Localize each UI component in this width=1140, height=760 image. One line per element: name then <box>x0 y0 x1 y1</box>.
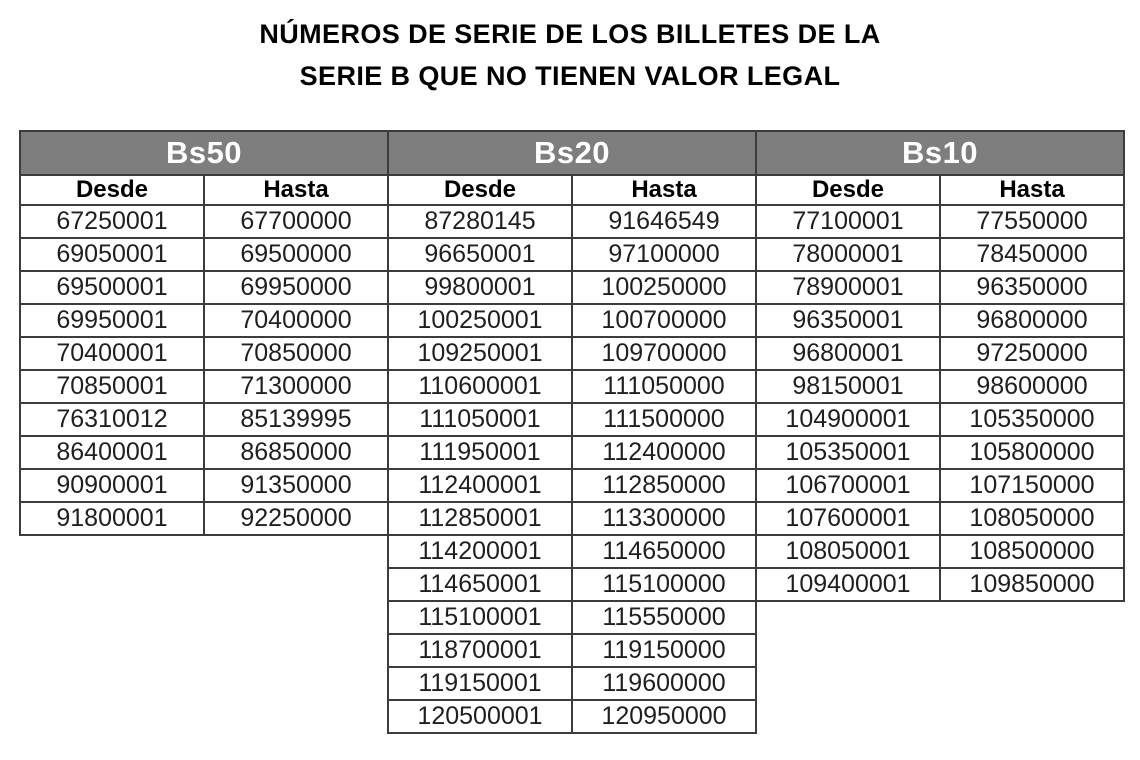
column-header-desde: Desde <box>388 175 572 205</box>
table-row <box>20 370 388 403</box>
serial-from: 67250001 <box>20 205 204 238</box>
serial-to: 113300000 <box>572 502 756 535</box>
table-row <box>388 403 756 436</box>
series-tables <box>19 130 1140 734</box>
serial-to: 69500000 <box>204 238 388 271</box>
table-row <box>388 700 756 733</box>
table-row <box>388 271 756 304</box>
serial-from: 114650001 <box>388 568 572 601</box>
serial-from: 76310012 <box>20 403 204 436</box>
serial-to: 115550000 <box>572 601 756 634</box>
serial-to: 97100000 <box>572 238 756 271</box>
serial-to: 70400000 <box>204 304 388 337</box>
serial-from: 90900001 <box>20 469 204 502</box>
serial-to: 105800000 <box>940 436 1124 469</box>
serial-to: 98600000 <box>940 370 1124 403</box>
table-row <box>388 601 756 634</box>
serial-to: 91646549 <box>572 205 756 238</box>
serial-from: 107600001 <box>756 502 940 535</box>
serial-from: 96350001 <box>756 304 940 337</box>
table-row <box>388 667 756 700</box>
serial-to: 96800000 <box>940 304 1124 337</box>
serial-from: 98150001 <box>756 370 940 403</box>
title-line-2: SERIE B QUE NO TIENEN VALOR LEGAL <box>299 61 841 91</box>
table-row <box>388 205 756 238</box>
serial-from: 70850001 <box>20 370 204 403</box>
column-header-hasta: Hasta <box>940 175 1124 205</box>
serial-to: 78450000 <box>940 238 1124 271</box>
table-bs10 <box>755 130 1125 602</box>
table-row <box>20 205 388 238</box>
serial-from: 91800001 <box>20 502 204 535</box>
table-row <box>756 469 1124 502</box>
table-row <box>756 205 1124 238</box>
serial-to: 96350000 <box>940 271 1124 304</box>
table-row <box>756 337 1124 370</box>
serial-to: 77550000 <box>940 205 1124 238</box>
table-row <box>756 568 1124 601</box>
serial-from: 104900001 <box>756 403 940 436</box>
serial-from: 108050001 <box>756 535 940 568</box>
table-row <box>756 535 1124 568</box>
serial-to: 119150000 <box>572 634 756 667</box>
serial-to: 70850000 <box>204 337 388 370</box>
serial-from: 109250001 <box>388 337 572 370</box>
serial-from: 112850001 <box>388 502 572 535</box>
serial-to: 85139995 <box>204 403 388 436</box>
serial-to: 112850000 <box>572 469 756 502</box>
serial-to: 86850000 <box>204 436 388 469</box>
serial-to: 108050000 <box>940 502 1124 535</box>
serial-from: 78900001 <box>756 271 940 304</box>
serial-from: 118700001 <box>388 634 572 667</box>
table-row <box>756 502 1124 535</box>
serial-from: 110600001 <box>388 370 572 403</box>
serial-to: 107150000 <box>940 469 1124 502</box>
serial-from: 112400001 <box>388 469 572 502</box>
table-row <box>388 304 756 337</box>
table-row <box>388 502 756 535</box>
table-row <box>20 238 388 271</box>
serial-from: 70400001 <box>20 337 204 370</box>
table-row <box>388 634 756 667</box>
serial-to: 71300000 <box>204 370 388 403</box>
group-header-bs50: Bs50 <box>20 131 388 175</box>
table-row <box>20 304 388 337</box>
serial-from: 115100001 <box>388 601 572 634</box>
table-row <box>20 436 388 469</box>
serial-from: 96650001 <box>388 238 572 271</box>
serial-from: 105350001 <box>756 436 940 469</box>
table-row <box>388 370 756 403</box>
table-row <box>388 436 756 469</box>
table-row <box>20 337 388 370</box>
serial-to: 109850000 <box>940 568 1124 601</box>
table-row <box>756 238 1124 271</box>
column-header-hasta: Hasta <box>204 175 388 205</box>
table-row <box>388 238 756 271</box>
table-row <box>756 271 1124 304</box>
serial-to: 115100000 <box>572 568 756 601</box>
serial-to: 100250000 <box>572 271 756 304</box>
group-header-bs20: Bs20 <box>388 131 756 175</box>
serial-to: 109700000 <box>572 337 756 370</box>
table-row <box>756 304 1124 337</box>
serial-to: 114650000 <box>572 535 756 568</box>
serial-from: 87280145 <box>388 205 572 238</box>
serial-from: 120500001 <box>388 700 572 733</box>
table-row <box>388 337 756 370</box>
serial-to: 111500000 <box>572 403 756 436</box>
serial-from: 100250001 <box>388 304 572 337</box>
title-line-1: NÚMEROS DE SERIE DE LOS BILLETES DE LA <box>259 19 881 49</box>
serial-to: 100700000 <box>572 304 756 337</box>
serial-from: 69050001 <box>20 238 204 271</box>
serial-to: 105350000 <box>940 403 1124 436</box>
column-header-desde: Desde <box>756 175 940 205</box>
serial-to: 120950000 <box>572 700 756 733</box>
table-bs20 <box>387 130 757 734</box>
serial-from: 86400001 <box>20 436 204 469</box>
serial-from: 78000001 <box>756 238 940 271</box>
serial-to: 108500000 <box>940 535 1124 568</box>
page-title <box>0 0 1140 97</box>
serial-to: 92250000 <box>204 502 388 535</box>
serial-from: 114200001 <box>388 535 572 568</box>
table-row <box>20 469 388 502</box>
table-row <box>20 403 388 436</box>
serial-from: 77100001 <box>756 205 940 238</box>
table-row <box>20 271 388 304</box>
serial-from: 69950001 <box>20 304 204 337</box>
serial-to: 91350000 <box>204 469 388 502</box>
table-bs50 <box>19 130 389 536</box>
serial-from: 111950001 <box>388 436 572 469</box>
serial-to: 97250000 <box>940 337 1124 370</box>
serial-to: 119600000 <box>572 667 756 700</box>
serial-from: 96800001 <box>756 337 940 370</box>
column-header-desde: Desde <box>20 175 204 205</box>
serial-from: 119150001 <box>388 667 572 700</box>
table-row <box>388 535 756 568</box>
serial-to: 111050000 <box>572 370 756 403</box>
table-row <box>756 436 1124 469</box>
table-row <box>20 502 388 535</box>
serial-from: 99800001 <box>388 271 572 304</box>
serial-to: 67700000 <box>204 205 388 238</box>
group-header-bs10: Bs10 <box>756 131 1124 175</box>
table-row <box>756 403 1124 436</box>
serial-to: 69950000 <box>204 271 388 304</box>
serial-from: 109400001 <box>756 568 940 601</box>
table-row <box>756 370 1124 403</box>
serial-from: 106700001 <box>756 469 940 502</box>
serial-to: 112400000 <box>572 436 756 469</box>
table-row <box>388 568 756 601</box>
serial-from: 111050001 <box>388 403 572 436</box>
serial-from: 69500001 <box>20 271 204 304</box>
table-row <box>388 469 756 502</box>
column-header-hasta: Hasta <box>572 175 756 205</box>
